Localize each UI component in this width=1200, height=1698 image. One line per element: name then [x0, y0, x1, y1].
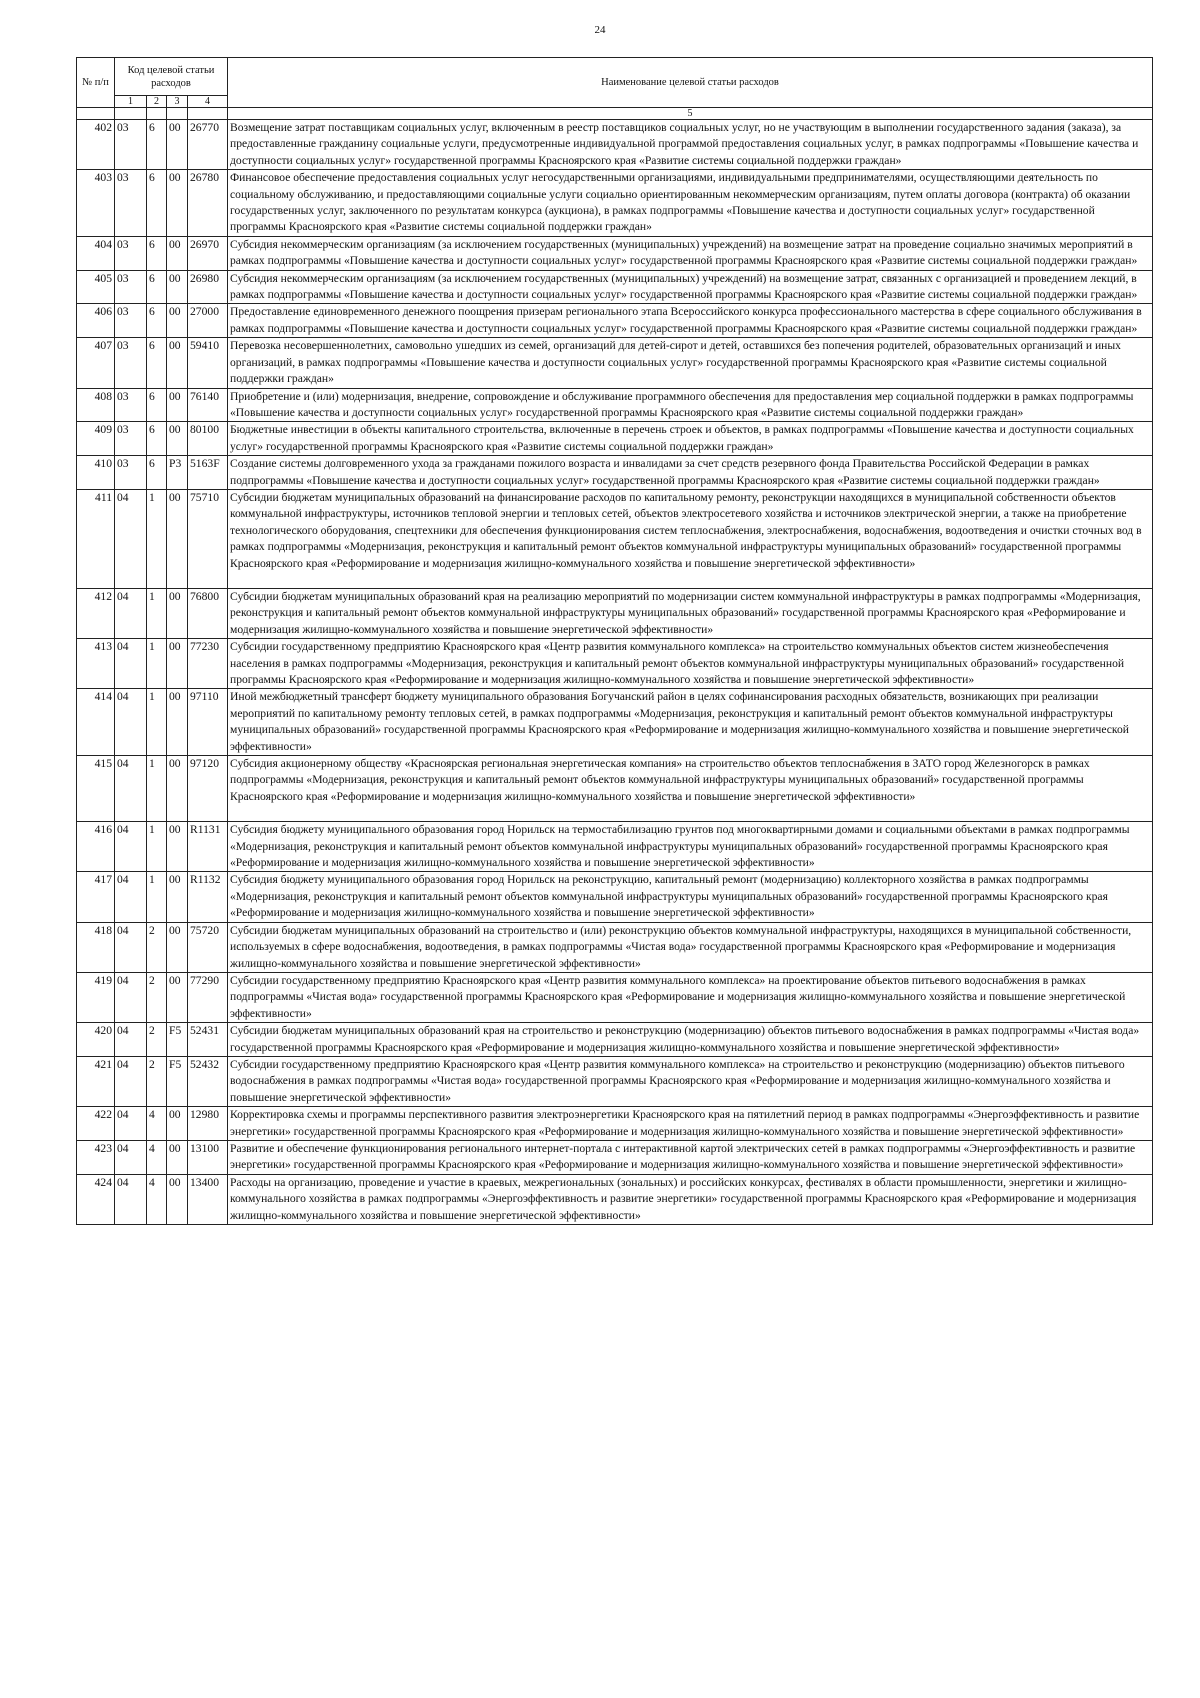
code-part-4: 75710 [188, 489, 228, 588]
row-number: 411 [77, 489, 115, 588]
item-description: Создание системы долговременного ухода за гражданами пожилого возраста и инвалидами за счет средств резервного фонда Правительства Российской Федерации в рамках подпрограммы «Повышение качества и доступности социальных услуг» государственной программы Красноярского края «Развитие системы социальной поддержки граждан» [228, 456, 1153, 490]
table-row [77, 588, 1153, 638]
header-subnumber: 1 [115, 96, 147, 108]
table-row [77, 489, 1153, 588]
table-row [77, 422, 1153, 456]
code-part-2: 6 [147, 170, 167, 237]
item-description: Субсидия некоммерческим организациям (за исключением государственных (муниципальных) учреждений) на возмещение затрат на проведение социально значимых мероприятий в рамках подпрограммы «Повышение качества и доступности социальных услуг» государственной программы Красноярского края «Развитие системы социальной поддержки граждан» [228, 236, 1153, 270]
code-part-2: 2 [147, 1023, 167, 1057]
item-description: Субсидия бюджету муниципального образования город Норильск на реконструкцию, капитальный ремонт (модернизацию) коллекторного хозяйства в рамках подпрограммы «Модернизация, реконструкция и капитальный ремонт объектов коммунальной инфраструктуры муниципальных образований» государственной программы Красноярского края «Реформирование и модернизация жилищно-коммунального хозяйства и повышение энергетической эффективности» [228, 872, 1153, 922]
header-subnumber-spacer [115, 108, 147, 120]
code-part-3: 00 [167, 822, 188, 872]
table-row [77, 756, 1153, 822]
code-part-3: 00 [167, 120, 188, 170]
code-part-2: 1 [147, 689, 167, 756]
code-part-2: 2 [147, 972, 167, 1022]
header-code-group: Код целевой статьи расходов [115, 58, 228, 96]
code-part-4: 52432 [188, 1056, 228, 1106]
code-part-1: 04 [115, 972, 147, 1022]
table-row [77, 338, 1153, 388]
code-part-3: 00 [167, 304, 188, 338]
table-row [77, 388, 1153, 422]
code-part-2: 1 [147, 756, 167, 822]
code-part-2: 1 [147, 872, 167, 922]
code-part-3: P3 [167, 456, 188, 490]
table-row [77, 822, 1153, 872]
table-row [77, 972, 1153, 1022]
code-part-2: 4 [147, 1107, 167, 1141]
item-description: Приобретение и (или) модернизация, внедрение, сопровождение и обслуживание программного обеспечения для предоставления мер социальной поддержки в рамках подпрограммы «Повышение качества и доступности социальных услуг» государственной программы Красноярского края «Развитие системы социальной поддержки граждан» [228, 388, 1153, 422]
code-part-1: 04 [115, 1023, 147, 1057]
code-part-1: 03 [115, 422, 147, 456]
code-part-2: 2 [147, 922, 167, 972]
code-part-1: 04 [115, 822, 147, 872]
code-part-1: 04 [115, 1056, 147, 1106]
header-subnumber: 5 [228, 108, 1153, 120]
code-part-4: 76140 [188, 388, 228, 422]
table-row [77, 689, 1153, 756]
code-part-2: 1 [147, 588, 167, 638]
row-number: 421 [77, 1056, 115, 1106]
item-description: Расходы на организацию, проведение и участие в краевых, межрегиональных (зональных) и российских конкурсах, фестивалях в области промышленности, энергетики и жилищно-коммунального хозяйства в рамках подпрограммы «Энергоэффективность и развитие энергетики» государственной программы Красноярского края «Реформирование и модернизация жилищно-коммунального хозяйства и повышение энергетической эффективности» [228, 1174, 1153, 1224]
table-row [77, 872, 1153, 922]
code-part-1: 03 [115, 270, 147, 304]
code-part-2: 1 [147, 639, 167, 689]
item-description: Перевозка несовершеннолетних, самовольно ушедших из семей, организаций для детей-сирот и детей, оставшихся без попечения родителей, образовательных организаций и иных организаций, в рамках подпрограммы «Повышение качества и доступности социальных услуг» государственной программы Красноярского края «Развитие системы социальной поддержки граждан» [228, 338, 1153, 388]
code-part-3: 00 [167, 236, 188, 270]
table-row [77, 120, 1153, 170]
code-part-1: 04 [115, 756, 147, 822]
item-description: Субсидии бюджетам муниципальных образований края на реализацию мероприятий по модернизации систем коммунальной инфраструктуры в рамках подпрограммы «Модернизация, реконструкция и капитальный ремонт объектов коммунальной инфраструктуры муниципальных образований» государственной программы Красноярского края «Реформирование и модернизация жилищно-коммунального хозяйства и повышение энергетической эффективности» [228, 588, 1153, 638]
header-subnumber: 4 [188, 96, 228, 108]
row-number: 418 [77, 922, 115, 972]
code-part-1: 03 [115, 304, 147, 338]
code-part-1: 04 [115, 1107, 147, 1141]
code-part-3: F5 [167, 1056, 188, 1106]
table-row [77, 1023, 1153, 1057]
code-part-3: 00 [167, 270, 188, 304]
code-part-4: 26780 [188, 170, 228, 237]
item-description: Субсидия бюджету муниципального образования город Норильск на термостабилизацию грунтов под многоквартирными домами и социальными объектами в рамках подпрограммы «Модернизация, реконструкция и капитальный ремонт объектов коммунальной инфраструктуры муниципальных образований» государственной программы Красноярского края «Реформирование и модернизация жилищно-коммунального хозяйства и повышение энергетической эффективности» [228, 822, 1153, 872]
row-number: 419 [77, 972, 115, 1022]
item-description: Субсидия акционерному обществу «Красноярская региональная энергетическая компания» на строительство объектов теплоснабжения в ЗАТО город Железногорск в рамках подпрограммы «Модернизация, реконструкция и капитальный ремонт объектов коммунальной инфраструктуры муниципальных образований» государственной программы Красноярского края «Реформирование и модернизация жилищно-коммунального хозяйства и повышение энергетической эффективности» [228, 756, 1153, 822]
code-part-4: 52431 [188, 1023, 228, 1057]
code-part-4: 26770 [188, 120, 228, 170]
row-number: 403 [77, 170, 115, 237]
code-part-4: 13100 [188, 1140, 228, 1174]
row-number: 420 [77, 1023, 115, 1057]
header-name: Наименование целевой статьи расходов [228, 58, 1153, 108]
item-description: Субсидии бюджетам муниципальных образований на финансирование расходов по капитальному ремонту, реконструкции находящихся в муниципальной собственности объектов коммунальной инфраструктуры, источников тепловой энергии и тепловых сетей, объектов электросетевого хозяйства и источников электрической энергии, а также на приобретение технологического оборудования, спецтехники для обеспечения функционирования систем теплоснабжения, электроснабжения, водоснабжения, водоотведения и очистки сточных вод в рамках подпрограммы «Модернизация, реконструкция и капитальный ремонт объектов коммунальной инфраструктуры муниципальных образований» государственной программы Красноярского края «Реформирование и модернизация жилищно-коммунального хозяйства и повышение энергетической эффективности» [228, 489, 1153, 588]
row-number: 408 [77, 388, 115, 422]
code-part-2: 6 [147, 236, 167, 270]
code-part-2: 6 [147, 120, 167, 170]
header-subnumber: 2 [147, 96, 167, 108]
item-description: Иной межбюджетный трансферт бюджету муниципального образования Богучанский район в целях софинансирования расходных обязательств, возникающих при реализации мероприятий по капитальному ремонту тепловых сетей, в рамках подпрограммы «Модернизация, реконструкция и капитальный ремонт объектов коммунальной инфраструктуры муниципальных образований» государственной программы Красноярского края «Реформирование и модернизация жилищно-коммунального хозяйства и повышение энергетической эффективности» [228, 689, 1153, 756]
code-part-3: 00 [167, 689, 188, 756]
code-part-2: 6 [147, 338, 167, 388]
code-part-4: 75720 [188, 922, 228, 972]
item-description: Субсидии государственному предприятию Красноярского края «Центр развития коммунального комплекса» на строительство и реконструкцию (модернизацию) объектов питьевого водоснабжения в рамках подпрограммы «Чистая вода» государственной программы Красноярского края «Реформирование и модернизация жилищно-коммунального хозяйства и повышение энергетической эффективности» [228, 1056, 1153, 1106]
item-description: Субсидии бюджетам муниципальных образований края на строительство и реконструкцию (модернизацию) объектов питьевого водоснабжения в рамках подпрограммы «Чистая вода» государственной программы Красноярского края «Реформирование и модернизация жилищно-коммунального хозяйства и повышение энергетической эффективности» [228, 1023, 1153, 1057]
code-part-2: 2 [147, 1056, 167, 1106]
row-number: 416 [77, 822, 115, 872]
header-subnumber-spacer [188, 108, 228, 120]
table-row [77, 1174, 1153, 1224]
code-part-3: 00 [167, 1140, 188, 1174]
code-part-3: 00 [167, 756, 188, 822]
row-number: 404 [77, 236, 115, 270]
code-part-4: 97110 [188, 689, 228, 756]
code-part-3: 00 [167, 588, 188, 638]
code-part-4: R1131 [188, 822, 228, 872]
code-part-2: 6 [147, 422, 167, 456]
code-part-3: 00 [167, 872, 188, 922]
row-number: 402 [77, 120, 115, 170]
code-part-2: 6 [147, 304, 167, 338]
table-row [77, 236, 1153, 270]
row-number: 422 [77, 1107, 115, 1141]
row-number: 417 [77, 872, 115, 922]
row-number: 413 [77, 639, 115, 689]
code-part-3: 00 [167, 422, 188, 456]
code-part-2: 4 [147, 1140, 167, 1174]
code-part-3: 00 [167, 489, 188, 588]
row-number: 423 [77, 1140, 115, 1174]
code-part-4: 26970 [188, 236, 228, 270]
code-part-3: 00 [167, 1174, 188, 1224]
code-part-1: 04 [115, 922, 147, 972]
code-part-3: 00 [167, 1107, 188, 1141]
table-header [77, 58, 1153, 120]
header-number: № п/п [77, 58, 115, 108]
code-part-3: F5 [167, 1023, 188, 1057]
item-description: Бюджетные инвестиции в объекты капитального строительства, включенные в перечень строек и объектов, в рамках подпрограммы «Повышение качества и доступности социальных услуг» государственной программы Красноярского края «Развитие системы социальной поддержки граждан» [228, 422, 1153, 456]
header-subnumber: 3 [167, 96, 188, 108]
code-part-3: 00 [167, 639, 188, 689]
item-description: Субсидии бюджетам муниципальных образований на строительство и (или) реконструкцию объектов коммунальной инфраструктуры, находящихся в муниципальной собственности, используемых в сфере водоснабжения, водоотведения, в рамках подпрограммы «Чистая вода» государственной программы Красноярского края «Реформирование и модернизация жилищно-коммунального хозяйства и повышение энергетической эффективности» [228, 922, 1153, 972]
item-description: Развитие и обеспечение функционирования регионального интернет-портала с интерактивной картой электрических сетей в рамках подпрограммы «Энергоэффективность и развитие энергетики» государственной программы Красноярского края «Реформирование и модернизация жилищно-коммунального хозяйства и повышение энергетической эффективности» [228, 1140, 1153, 1174]
code-part-1: 03 [115, 236, 147, 270]
item-description: Субсидии государственному предприятию Красноярского края «Центр развития коммунального комплекса» на строительство коммунальных объектов систем жизнеобеспечения населения в рамках подпрограммы «Модернизация, реконструкция и капитальный ремонт объектов коммунальной инфраструктуры муниципальных образований» государственной программы Красноярского края «Реформирование и модернизация жилищно-коммунального хозяйства и повышение энергетической эффективности» [228, 639, 1153, 689]
code-part-4: 5163F [188, 456, 228, 490]
item-description: Корректировка схемы и программы перспективного развития электроэнергетики Красноярского края на пятилетний период в рамках подпрограммы «Энергоэффективность и развитие энергетики» государственной программы Красноярского края «Реформирование и модернизация жилищно-коммунального хозяйства и повышение энергетической эффективности» [228, 1107, 1153, 1141]
code-part-1: 03 [115, 170, 147, 237]
header-subnumber-spacer [167, 108, 188, 120]
budget-items-table [76, 57, 1153, 1225]
code-part-4: 13400 [188, 1174, 228, 1224]
code-part-2: 6 [147, 456, 167, 490]
row-number: 424 [77, 1174, 115, 1224]
table-row [77, 304, 1153, 338]
code-part-3: 00 [167, 972, 188, 1022]
header-subnumber-spacer [147, 108, 167, 120]
table-row [77, 1140, 1153, 1174]
code-part-3: 00 [167, 170, 188, 237]
code-part-4: 12980 [188, 1107, 228, 1141]
code-part-1: 04 [115, 689, 147, 756]
code-part-3: 00 [167, 388, 188, 422]
code-part-1: 04 [115, 872, 147, 922]
code-part-1: 04 [115, 639, 147, 689]
table-row [77, 1056, 1153, 1106]
item-description: Возмещение затрат поставщикам социальных услуг, включенным в реестр поставщиков социальных услуг, но не участвующим в выполнении государственного задания (заказа), за предоставленные гражданину социальные услуги, предусмотренные индивидуальной программой предоставления социальных услуг, в рамках подпрограммы «Повышение качества и доступности социальных услуг» государственной программы Красноярского края «Развитие системы социальной поддержки граждан» [228, 120, 1153, 170]
item-description: Финансовое обеспечение предоставления социальных услуг негосударственными организациями, индивидуальными предпринимателями, осуществляющими деятельность по социальному обслуживанию, и предоставляющими социальные услуги социально ориентированным некоммерческим организациям, путем оплаты договора (контракта) об оказании государственных услуг, заключенного по результатам конкурса (аукциона), в рамках подпрограммы «Повышение качества и доступности социальных услуг» государственной программы Красноярского края «Развитие системы социальной поддержки граждан» [228, 170, 1153, 237]
code-part-3: 00 [167, 922, 188, 972]
item-description: Субсидии государственному предприятию Красноярского края «Центр развития коммунального комплекса» на проектирование объектов питьевого водоснабжения в рамках подпрограммы «Чистая вода» государственной программы Красноярского края «Реформирование и модернизация жилищно-коммунального хозяйства и повышение энергетической эффективности» [228, 972, 1153, 1022]
code-part-1: 03 [115, 456, 147, 490]
table-row [77, 170, 1153, 237]
code-part-3: 00 [167, 338, 188, 388]
row-number: 412 [77, 588, 115, 638]
row-number: 415 [77, 756, 115, 822]
code-part-2: 1 [147, 822, 167, 872]
row-number: 414 [77, 689, 115, 756]
table-row [77, 456, 1153, 490]
code-part-4: 59410 [188, 338, 228, 388]
row-number: 406 [77, 304, 115, 338]
code-part-1: 03 [115, 338, 147, 388]
row-number: 410 [77, 456, 115, 490]
item-description: Предоставление единовременного денежного поощрения призерам регионального этапа Всероссийского конкурса профессионального мастерства в сфере социального обслуживания в рамках подпрограммы «Повышение качества и доступности социальных услуг» государственной программы Красноярского края «Развитие системы социальной поддержки граждан» [228, 304, 1153, 338]
code-part-4: 76800 [188, 588, 228, 638]
row-number: 409 [77, 422, 115, 456]
code-part-1: 04 [115, 588, 147, 638]
row-number: 407 [77, 338, 115, 388]
code-part-4: 27000 [188, 304, 228, 338]
code-part-2: 6 [147, 270, 167, 304]
item-description: Субсидия некоммерческим организациям (за исключением государственных (муниципальных) учреждений) на возмещение затрат, связанных с организацией и проведением лекций, в рамках подпрограммы «Повышение качества и доступности социальных услуг» государственной программы Красноярского края «Развитие системы социальной поддержки граждан» [228, 270, 1153, 304]
code-part-2: 4 [147, 1174, 167, 1224]
table-body [77, 120, 1153, 1225]
table-row [77, 922, 1153, 972]
code-part-2: 1 [147, 489, 167, 588]
code-part-4: 77230 [188, 639, 228, 689]
page-number: 24 [594, 24, 606, 36]
code-part-4: 80100 [188, 422, 228, 456]
code-part-1: 04 [115, 1174, 147, 1224]
code-part-4: R1132 [188, 872, 228, 922]
code-part-4: 26980 [188, 270, 228, 304]
code-part-1: 03 [115, 120, 147, 170]
code-part-2: 6 [147, 388, 167, 422]
code-part-4: 97120 [188, 756, 228, 822]
table-row [77, 1107, 1153, 1141]
code-part-4: 77290 [188, 972, 228, 1022]
table-row [77, 270, 1153, 304]
row-number: 405 [77, 270, 115, 304]
code-part-1: 03 [115, 388, 147, 422]
code-part-1: 04 [115, 1140, 147, 1174]
table-row [77, 639, 1153, 689]
header-subnumber-spacer [77, 108, 115, 120]
code-part-1: 04 [115, 489, 147, 588]
